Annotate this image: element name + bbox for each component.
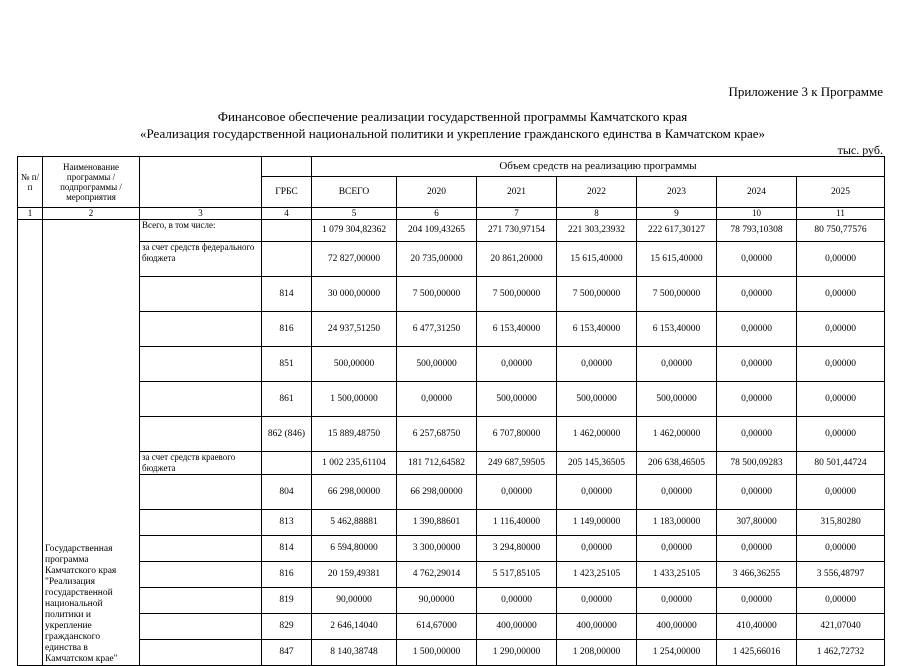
year-value: 6 153,40000	[637, 312, 717, 347]
year-value: 66 298,00000	[397, 475, 477, 510]
year-value: 315,80280	[797, 510, 885, 536]
total-value: 1 500,00000	[312, 382, 397, 417]
total-value: 1 002 235,61104	[312, 452, 397, 475]
year-value: 0,00000	[717, 417, 797, 452]
year-value: 307,80000	[717, 510, 797, 536]
year-value: 221 303,23932	[557, 220, 637, 242]
year-value: 0,00000	[637, 475, 717, 510]
header-total: ВСЕГО	[312, 177, 397, 208]
year-value: 6 257,68750	[397, 417, 477, 452]
total-value: 30 000,00000	[312, 277, 397, 312]
year-value: 0,00000	[717, 277, 797, 312]
year-value: 400,00000	[477, 614, 557, 640]
year-value: 0,00000	[557, 536, 637, 562]
year-value: 1 149,00000	[557, 510, 637, 536]
year-value: 7 500,00000	[397, 277, 477, 312]
header-year: 2021	[477, 177, 557, 208]
total-value: 6 594,80000	[312, 536, 397, 562]
year-value: 7 500,00000	[557, 277, 637, 312]
year-value: 1 183,00000	[637, 510, 717, 536]
grbs-code: 829	[262, 614, 312, 640]
header-name: Наименование программы / подпрограммы / мероприятия	[43, 157, 140, 208]
year-value: 0,00000	[637, 347, 717, 382]
column-number: 5	[312, 208, 397, 220]
year-value: 410,40000	[717, 614, 797, 640]
funding-source-label	[140, 417, 262, 452]
year-value: 80 750,77576	[797, 220, 885, 242]
year-value: 90,00000	[397, 588, 477, 614]
year-value: 0,00000	[717, 242, 797, 277]
grbs-code: 847	[262, 640, 312, 666]
header-empty	[140, 157, 262, 208]
total-value: 72 827,00000	[312, 242, 397, 277]
total-value: 66 298,00000	[312, 475, 397, 510]
year-value: 0,00000	[717, 312, 797, 347]
year-value: 6 153,40000	[477, 312, 557, 347]
funding-source-label	[140, 277, 262, 312]
grbs-code: 804	[262, 475, 312, 510]
program-name: Государственная программа Камчатского края "Реализация государственной национальной политики и укрепление гражданского единства в Камчатском крае"	[43, 220, 140, 666]
year-value: 0,00000	[717, 382, 797, 417]
table-row	[18, 312, 885, 347]
year-value: 0,00000	[797, 242, 885, 277]
year-value: 1 462,00000	[637, 417, 717, 452]
header-grbs: ГРБС	[262, 177, 312, 208]
header-year: 2022	[557, 177, 637, 208]
year-value: 0,00000	[717, 536, 797, 562]
year-value: 0,00000	[717, 475, 797, 510]
column-number: 10	[717, 208, 797, 220]
total-value: 1 079 304,82362	[312, 220, 397, 242]
column-number: 2	[43, 208, 140, 220]
column-number: 8	[557, 208, 637, 220]
year-value: 500,00000	[397, 347, 477, 382]
funding-source-label	[140, 382, 262, 417]
grbs-code	[262, 452, 312, 475]
year-value: 0,00000	[557, 347, 637, 382]
year-value: 0,00000	[717, 347, 797, 382]
year-value: 0,00000	[797, 475, 885, 510]
grbs-code: 813	[262, 510, 312, 536]
year-value: 1 208,00000	[557, 640, 637, 666]
funding-source-label	[140, 562, 262, 588]
year-value: 271 730,97154	[477, 220, 557, 242]
total-value: 24 937,51250	[312, 312, 397, 347]
column-number: 4	[262, 208, 312, 220]
table-row	[18, 536, 885, 562]
table-row	[18, 382, 885, 417]
year-value: 1 254,00000	[637, 640, 717, 666]
table-row	[18, 242, 885, 277]
funding-source-label	[140, 640, 262, 666]
year-value: 181 712,64582	[397, 452, 477, 475]
table-row	[18, 452, 885, 475]
funding-source-label	[140, 614, 262, 640]
year-value: 6 707,80000	[477, 417, 557, 452]
year-value: 0,00000	[797, 312, 885, 347]
year-value: 20 735,00000	[397, 242, 477, 277]
grbs-code: 814	[262, 536, 312, 562]
year-value: 1 462,00000	[557, 417, 637, 452]
grbs-code: 862 (846)	[262, 417, 312, 452]
year-value: 0,00000	[797, 347, 885, 382]
year-value: 7 500,00000	[477, 277, 557, 312]
grbs-code: 816	[262, 312, 312, 347]
total-value: 8 140,38748	[312, 640, 397, 666]
year-value: 1 390,88601	[397, 510, 477, 536]
year-value: 0,00000	[637, 536, 717, 562]
year-value: 6 477,31250	[397, 312, 477, 347]
funding-source-label	[140, 347, 262, 382]
total-value: 15 889,48750	[312, 417, 397, 452]
year-value: 15 615,40000	[557, 242, 637, 277]
total-value: 500,00000	[312, 347, 397, 382]
year-value: 206 638,46505	[637, 452, 717, 475]
grbs-code	[262, 242, 312, 277]
table-row	[18, 614, 885, 640]
header-year: 2020	[397, 177, 477, 208]
year-value: 1 290,00000	[477, 640, 557, 666]
header-volume: Объем средств на реализацию программы	[312, 157, 885, 177]
year-value: 1 500,00000	[397, 640, 477, 666]
unit-label: тыс. руб.	[837, 143, 883, 157]
year-value: 6 153,40000	[557, 312, 637, 347]
year-value: 400,00000	[637, 614, 717, 640]
column-number: 1	[18, 208, 43, 220]
year-value: 204 109,43265	[397, 220, 477, 242]
year-value: 421,07040	[797, 614, 885, 640]
year-value: 3 294,80000	[477, 536, 557, 562]
funding-source-label: за счет средств федерального бюджета	[140, 242, 262, 277]
year-value: 7 500,00000	[637, 277, 717, 312]
table-row	[18, 475, 885, 510]
year-value: 0,00000	[797, 588, 885, 614]
funding-source-label	[140, 475, 262, 510]
grbs-code: 819	[262, 588, 312, 614]
year-value: 614,67000	[397, 614, 477, 640]
year-value: 1 423,25105	[557, 562, 637, 588]
header-year: 2023	[637, 177, 717, 208]
financing-table	[17, 156, 885, 666]
year-value: 0,00000	[797, 277, 885, 312]
year-value: 80 501,44724	[797, 452, 885, 475]
funding-source-label: за счет средств краевого бюджета	[140, 452, 262, 475]
total-value: 90,00000	[312, 588, 397, 614]
year-value: 1 116,40000	[477, 510, 557, 536]
year-value: 0,00000	[797, 417, 885, 452]
table-row	[18, 417, 885, 452]
funding-source-label: Всего, в том числе:	[140, 220, 262, 242]
table-row	[18, 220, 885, 242]
table-row	[18, 347, 885, 382]
year-value: 0,00000	[477, 475, 557, 510]
header-year: 2024	[717, 177, 797, 208]
year-value: 205 145,36505	[557, 452, 637, 475]
header-year: 2025	[797, 177, 885, 208]
year-value: 0,00000	[797, 536, 885, 562]
grbs-code: 816	[262, 562, 312, 588]
grbs-code: 814	[262, 277, 312, 312]
year-value: 78 500,09283	[717, 452, 797, 475]
year-value: 1 433,25105	[637, 562, 717, 588]
year-value: 0,00000	[397, 382, 477, 417]
table-row	[18, 510, 885, 536]
column-number: 3	[140, 208, 262, 220]
year-value: 500,00000	[477, 382, 557, 417]
year-value: 3 466,36255	[717, 562, 797, 588]
column-number: 9	[637, 208, 717, 220]
total-value: 5 462,88881	[312, 510, 397, 536]
table-row	[18, 588, 885, 614]
funding-source-label	[140, 536, 262, 562]
table-row	[18, 277, 885, 312]
appendix-label: Приложение 3 к Программе	[728, 84, 883, 99]
year-value: 1 462,72732	[797, 640, 885, 666]
year-value: 5 517,85105	[477, 562, 557, 588]
year-value: 500,00000	[557, 382, 637, 417]
year-value: 0,00000	[557, 475, 637, 510]
column-number: 7	[477, 208, 557, 220]
header-grbs-top	[262, 157, 312, 177]
column-numbers-row	[18, 208, 885, 220]
year-value: 222 617,30127	[637, 220, 717, 242]
total-value: 20 159,49381	[312, 562, 397, 588]
row-number-cell	[18, 220, 43, 666]
year-value: 78 793,10308	[717, 220, 797, 242]
year-value: 20 861,20000	[477, 242, 557, 277]
document-title: Финансовое обеспечение реализации государственной программы Камчатского края	[217, 109, 688, 124]
year-value: 0,00000	[477, 588, 557, 614]
document-subtitle: «Реализация государственной национальной политики и укрепление гражданского единства в Камчатском крае»	[139, 126, 766, 141]
year-value: 1 425,66016	[717, 640, 797, 666]
year-value: 0,00000	[637, 588, 717, 614]
year-value: 4 762,29014	[397, 562, 477, 588]
funding-source-label	[140, 312, 262, 347]
year-value: 249 687,59505	[477, 452, 557, 475]
year-value: 15 615,40000	[637, 242, 717, 277]
year-value: 3 300,00000	[397, 536, 477, 562]
column-number: 6	[397, 208, 477, 220]
funding-source-label	[140, 588, 262, 614]
year-value: 0,00000	[797, 382, 885, 417]
grbs-code: 861	[262, 382, 312, 417]
year-value: 400,00000	[557, 614, 637, 640]
year-value: 0,00000	[717, 588, 797, 614]
grbs-code: 851	[262, 347, 312, 382]
year-value: 3 556,48797	[797, 562, 885, 588]
year-value: 0,00000	[477, 347, 557, 382]
column-number: 11	[797, 208, 885, 220]
year-value: 0,00000	[557, 588, 637, 614]
total-value: 2 646,14040	[312, 614, 397, 640]
header-num: № п/п	[18, 157, 43, 208]
table-row	[18, 562, 885, 588]
funding-source-label	[140, 510, 262, 536]
year-value: 500,00000	[637, 382, 717, 417]
table-row	[18, 640, 885, 666]
grbs-code	[262, 220, 312, 242]
